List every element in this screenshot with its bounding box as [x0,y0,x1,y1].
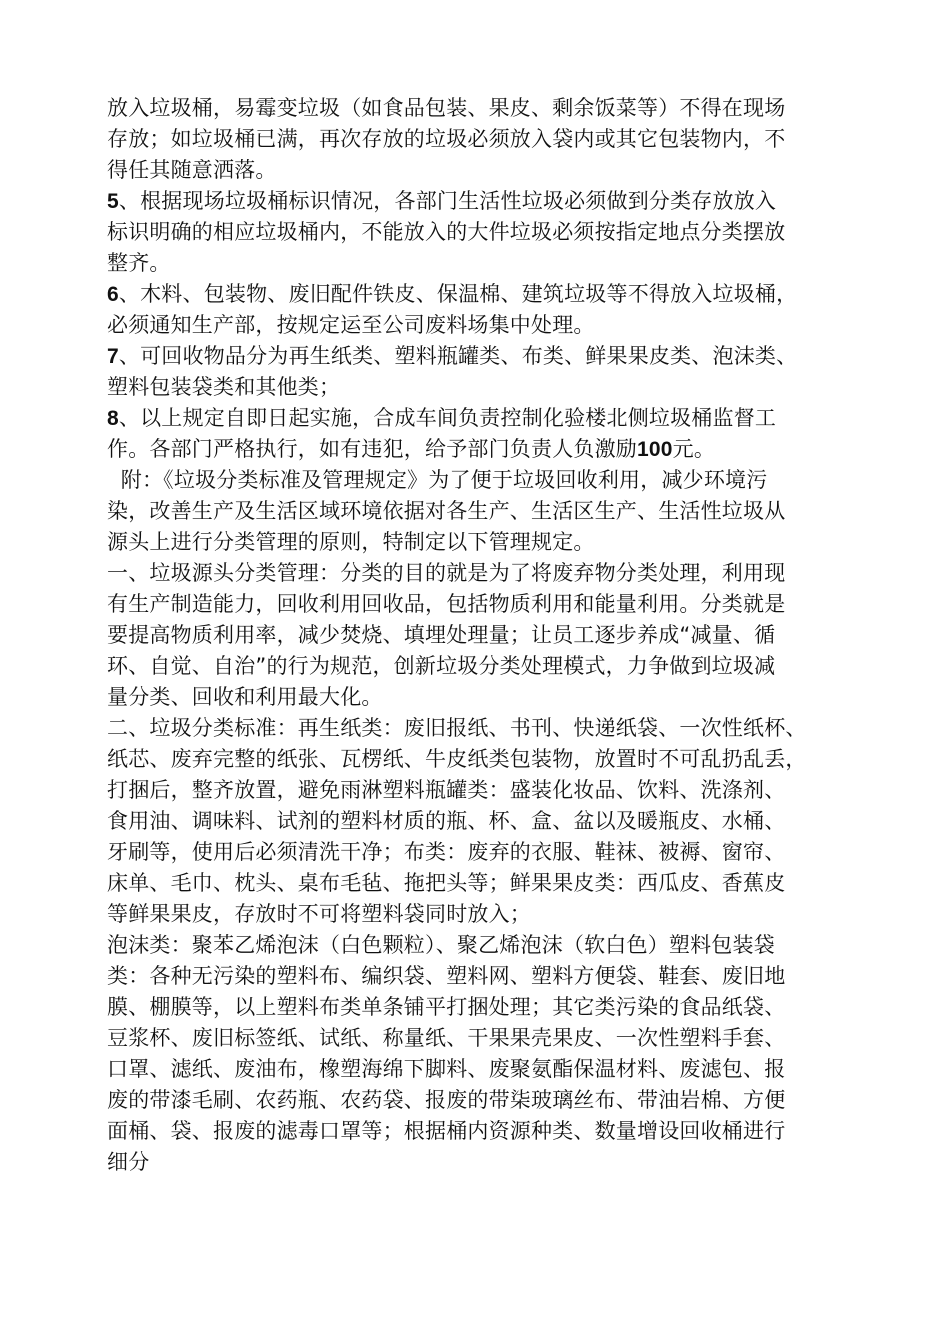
text-line: 源头上进行分类管理的原则，特制定以下管理规定。 [107,530,595,554]
text-line: 牙刷等，使用后必须清洗干净；布类：废弃的衣服、鞋袜、被褥、窗帘、 [107,840,786,864]
text-line [107,186,867,217]
document-body [107,93,867,1178]
text-line: 细分 [107,1150,150,1174]
text-line: 一、垃圾源头分类管理：分类的目的就是为了将废弃物分类处理，利用现 [107,561,786,585]
text-line: 附：《垃圾分类标准及管理规定》为了便于垃圾回收利用，减少环境污 [107,468,768,492]
text-segment: 、根据现场垃圾桶标识情况，各部门生活性垃圾必须做到分类存放放入 [118,189,777,213]
text-line: 得任其随意洒落。 [107,158,277,182]
text-line: 染，改善生产及生活区域环境依据对各生产、生活区生产、生活性垃圾从 [107,499,786,523]
text-line: 等鲜果果皮，存放时不可将塑料袋同时放入； [107,902,531,926]
text-line: 膜、棚膜等，以上塑料布类单条铺平打捆处理；其它类污染的食品纸袋、 [107,995,786,1019]
paragraph-foam [107,930,867,1178]
paragraph-item-5 [107,186,867,279]
text-line: 床单、毛巾、枕头、桌布毛毡、拖把头等；鲜果果皮类：西瓜皮、香蕉皮 [107,871,786,895]
text-line: 废的带漆毛刷、农药瓶、农药袋、报废的带柒玻璃丝布、带油岩棉、方便 [107,1088,786,1112]
item-number: 8 [107,407,119,430]
text-segment: 、以上规定自即日起实施，合成车间负责控制化验楼北侧垃圾桶监督工 [118,406,777,430]
text-line: 类：各种无污染的塑料布、编织袋、塑料网、塑料方便袋、鞋套、废旧地 [107,964,786,988]
item-number: 7 [107,345,119,368]
text-line: 存放；如垃圾桶已满，再次存放的垃圾必须放入袋内或其它包装物内，不 [107,127,786,151]
text-line: 纸芯、废弃完整的纸张、瓦楞纸、牛皮纸类包装物，放置时不可乱扔乱丢， [107,747,807,771]
text-line [107,279,867,310]
text-line: 要提高物质利用率，减少焚烧、填埋处理量；让员工逐步养成“减量、循 [107,623,776,647]
text-line: 泡沫类：聚苯乙烯泡沫（白色颗粒）、聚乙烯泡沫（软白色）塑料包装袋 [107,933,775,957]
text-line: 口罩、滤纸、废油布，橡塑海绵下脚料、废聚氨酯保温材料、废滤包、报 [107,1057,786,1081]
text-segment: 、可回收物品分为再生纸类、塑料瓶罐类、布类、鲜果果皮类、泡沫类、 [118,344,798,368]
text-line: 量分类、回收和利用最大化。 [107,685,383,709]
text-line: 整齐。 [107,251,171,275]
text-line: 豆浆杯、废旧标签纸、试纸、称量纸、干果果壳果皮、一次性塑料手套、 [107,1026,786,1050]
text-segment: 元。 [672,437,716,461]
paragraph-item-6 [107,279,867,341]
text-line [107,434,867,465]
paragraph-continuation [107,93,867,186]
text-line: 标识明确的相应垃圾桶内，不能放入的大件垃圾必须按指定地点分类摆放 [107,220,786,244]
text-line [107,341,867,372]
paragraph-item-7 [107,341,867,403]
text-line [107,403,867,434]
text-segment: 、木料、包装物、废旧配件铁皮、保温棉、建筑垃圾等不得放入垃圾桶， [118,282,798,306]
text-line: 环、自觉、自治”的行为规范，创新垃圾分类处理模式，力争做到垃圾减 [107,654,776,678]
text-line: 打捆后，整齐放置，避免雨淋塑料瓶罐类：盛装化妆品、饮料、洗涤剂、 [107,778,786,802]
text-line: 面桶、袋、报废的滤毒口罩等；根据桶内资源种类、数量增设回收桶进行 [107,1119,786,1143]
text-line: 必须通知生产部，按规定运至公司废料场集中处理。 [107,313,595,337]
text-line: 塑料包装袋类和其他类； [107,375,341,399]
paragraph-section-2 [107,713,867,930]
text-line: 放入垃圾桶，易霉变垃圾（如食品包装、果皮、剩余饭菜等）不得在现场 [107,96,786,120]
paragraph-appendix [107,465,867,558]
paragraph-item-8 [107,403,867,465]
paragraph-section-1 [107,558,867,713]
text-line: 食用油、调味料、试剂的塑料材质的瓶、杯、盒、盆以及暖瓶皮、水桶、 [107,809,786,833]
item-number: 6 [107,283,119,306]
text-segment: 作。各部门严格执行，如有违犯，给予部门负责人负激励 [107,437,637,461]
penalty-amount: 100 [637,438,673,461]
item-number: 5 [107,190,119,213]
text-line: 二、垃圾分类标准：再生纸类：废旧报纸、书刊、快递纸袋、一次性纸杯、 [107,716,807,740]
text-line: 有生产制造能力，回收利用回收品，包括物质利用和能量利用。分类就是 [107,592,786,616]
